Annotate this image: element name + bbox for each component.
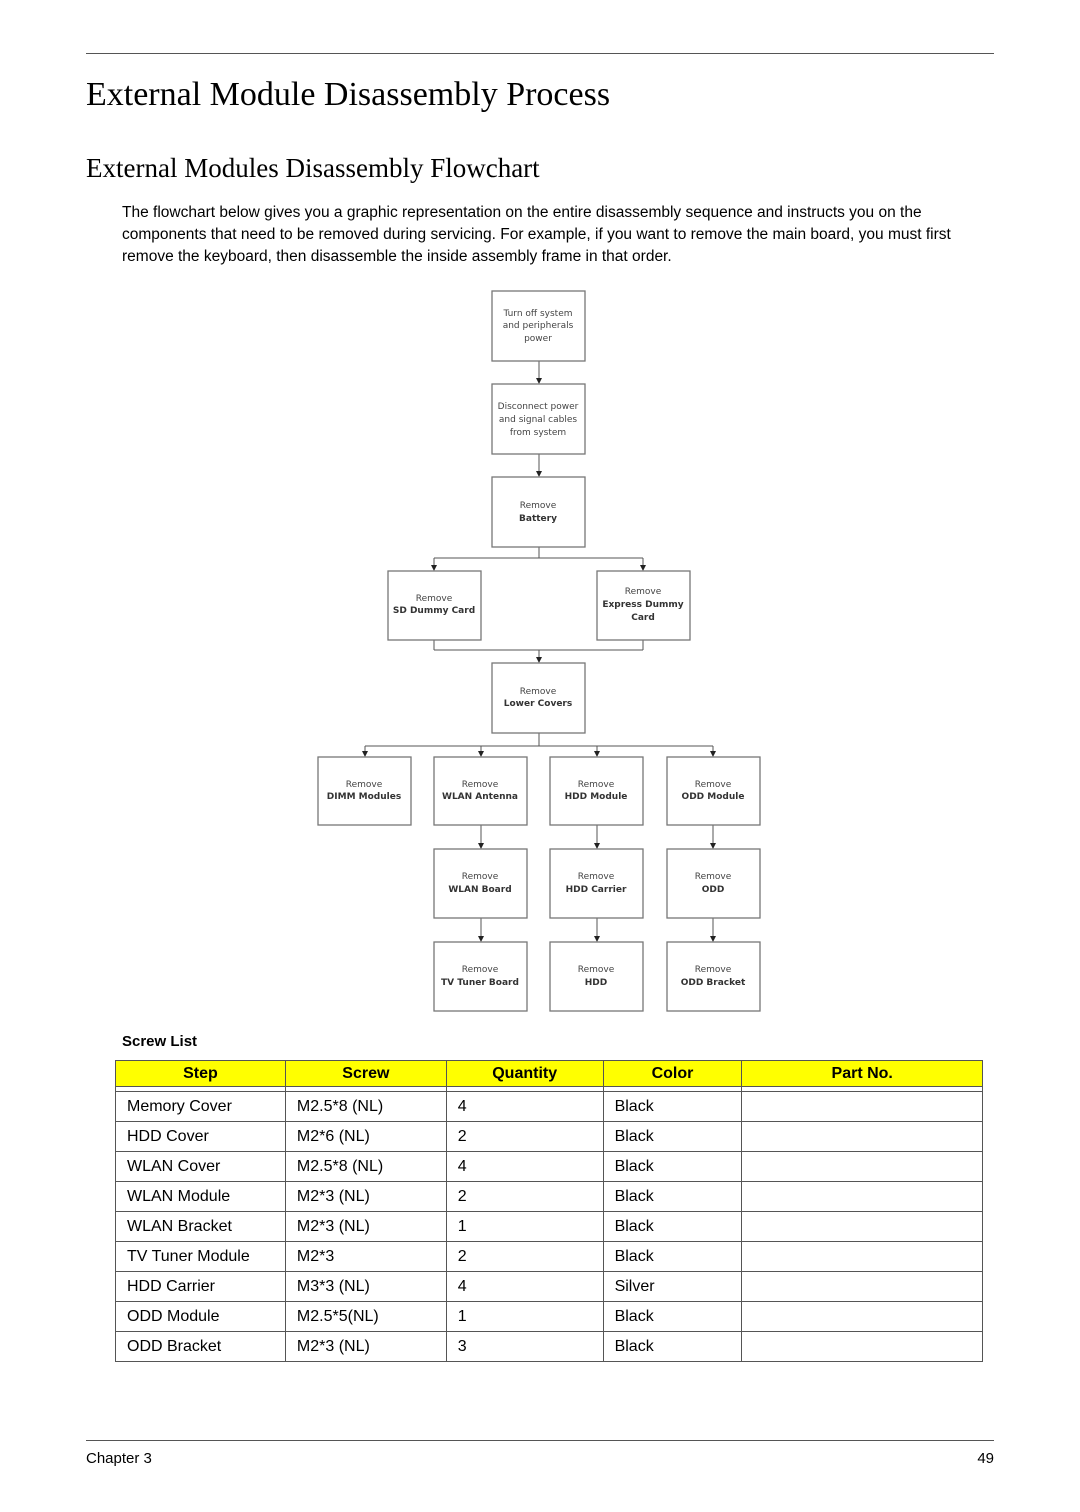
- svg-text:WLAN Antenna: WLAN Antenna: [442, 792, 518, 802]
- svg-text:Remove: Remove: [461, 965, 499, 975]
- svg-text:Remove: Remove: [461, 780, 499, 790]
- cell-step: Memory Cover: [116, 1092, 286, 1122]
- cell-step: HDD Carrier: [116, 1272, 286, 1302]
- svg-text:Express Dummy: Express Dummy: [602, 600, 684, 610]
- flow-box-hdd: [550, 942, 643, 1011]
- cell-screw: M2*3 (NL): [285, 1182, 446, 1212]
- svg-text:WLAN Board: WLAN Board: [448, 885, 512, 895]
- flow-box-hdd-carrier: [550, 849, 643, 918]
- flow-box-odd: [667, 849, 760, 918]
- intro-paragraph: The flowchart below gives you a graphic representation on the entire disassembly sequence and instructs you on the components that need to be removed during servicing. For example, if you want to remove the main board, you must first remove the keyboard, then disassemble the inside assembly frame in that order.: [122, 204, 951, 265]
- cell-color: Black: [603, 1182, 742, 1212]
- flow-box-battery: [492, 477, 585, 547]
- cell-quantity: 4: [446, 1092, 603, 1122]
- cell-part-no: [742, 1302, 983, 1332]
- svg-text:Lower Covers: Lower Covers: [503, 699, 573, 709]
- cell-part-no: [742, 1332, 983, 1362]
- cell-step: WLAN Cover: [116, 1152, 286, 1182]
- cell-screw: M2*3 (NL): [285, 1332, 446, 1362]
- cell-step: HDD Cover: [116, 1122, 286, 1152]
- flow-box-turn-off: [492, 291, 585, 361]
- table-row: [116, 1122, 983, 1152]
- svg-text:Remove: Remove: [415, 594, 453, 604]
- page-title: External Module Disassembly Process: [86, 76, 611, 113]
- cell-screw: M2*3 (NL): [285, 1212, 446, 1242]
- svg-text:HDD Module: HDD Module: [564, 792, 628, 802]
- cell-color: Black: [603, 1212, 742, 1242]
- flow-box-wlan-board: [434, 849, 527, 918]
- footer-page-number: 49: [977, 1450, 994, 1467]
- svg-text:Turn off system: Turn off system: [503, 309, 573, 319]
- cell-part-no: [742, 1092, 983, 1122]
- table-row: [116, 1302, 983, 1332]
- table-header-row: [116, 1061, 983, 1087]
- cell-quantity: 4: [446, 1272, 603, 1302]
- svg-text:DIMM Modules: DIMM Modules: [326, 792, 402, 802]
- cell-part-no: [742, 1212, 983, 1242]
- cell-step: ODD Module: [116, 1302, 286, 1332]
- cell-quantity: 3: [446, 1332, 603, 1362]
- svg-text:Disconnect power: Disconnect power: [497, 402, 579, 412]
- cell-part-no: [742, 1152, 983, 1182]
- svg-text:Remove: Remove: [519, 687, 557, 697]
- cell-screw: M2.5*8 (NL): [285, 1152, 446, 1182]
- cell-step: WLAN Module: [116, 1182, 286, 1212]
- cell-part-no: [742, 1122, 983, 1152]
- svg-text:ODD Bracket: ODD Bracket: [680, 978, 746, 988]
- table-row: [116, 1212, 983, 1242]
- svg-text:and signal cables: and signal cables: [498, 415, 578, 425]
- flow-box-lower-covers: [492, 663, 585, 733]
- table-body: [116, 1087, 983, 1362]
- svg-text:and peripherals: and peripherals: [502, 321, 574, 331]
- cell-color: Black: [603, 1122, 742, 1152]
- cell-quantity: 1: [446, 1212, 603, 1242]
- svg-text:HDD: HDD: [584, 978, 608, 988]
- cell-step: TV Tuner Module: [116, 1242, 286, 1272]
- screw-list-title: Screw List: [122, 1033, 198, 1050]
- svg-text:Remove: Remove: [461, 872, 499, 882]
- svg-text:Card: Card: [631, 613, 655, 623]
- cell-color: Black: [603, 1152, 742, 1182]
- cell-step: WLAN Bracket: [116, 1212, 286, 1242]
- table-row: [116, 1332, 983, 1362]
- cell-color: Black: [603, 1092, 742, 1122]
- flow-box-odd-module: [667, 757, 760, 825]
- cell-quantity: 2: [446, 1122, 603, 1152]
- table-row: [116, 1242, 983, 1272]
- svg-text:ODD: ODD: [701, 885, 725, 895]
- svg-text:Remove: Remove: [577, 872, 615, 882]
- svg-text:TV Tuner Board: TV Tuner Board: [441, 978, 519, 988]
- header-quantity: Quantity: [446, 1061, 603, 1087]
- svg-text:from system: from system: [509, 428, 567, 438]
- flow-box-wlan-antenna: [434, 757, 527, 825]
- svg-text:Remove: Remove: [694, 872, 732, 882]
- cell-screw: M3*3 (NL): [285, 1272, 446, 1302]
- cell-screw: M2.5*8 (NL): [285, 1092, 446, 1122]
- table-row: [116, 1152, 983, 1182]
- cell-screw: M2*3: [285, 1242, 446, 1272]
- svg-text:SD Dummy Card: SD Dummy Card: [392, 606, 476, 616]
- header-color: Color: [603, 1061, 742, 1087]
- svg-text:Battery: Battery: [519, 514, 557, 524]
- svg-text:Remove: Remove: [519, 501, 557, 511]
- svg-text:Remove: Remove: [694, 965, 732, 975]
- cell-quantity: 2: [446, 1182, 603, 1212]
- screw-list-table: [115, 1060, 983, 1362]
- header-part-no: Part No.: [742, 1061, 983, 1087]
- footer-chapter: Chapter 3: [86, 1450, 152, 1467]
- cell-screw: M2*6 (NL): [285, 1122, 446, 1152]
- header-screw: Screw: [285, 1061, 446, 1087]
- cell-part-no: [742, 1272, 983, 1302]
- cell-quantity: 2: [446, 1242, 603, 1272]
- cell-quantity: 1: [446, 1302, 603, 1332]
- flow-box-disconnect: [492, 384, 585, 454]
- flow-box-hdd-module: [550, 757, 643, 825]
- svg-text:HDD Carrier: HDD Carrier: [565, 885, 627, 895]
- header-step: Step: [116, 1061, 286, 1087]
- flow-box-odd-bracket: [667, 942, 760, 1011]
- table-row: [116, 1182, 983, 1212]
- cell-screw: M2.5*5(NL): [285, 1302, 446, 1332]
- flow-box-express-dummy-card: [597, 571, 690, 640]
- table-row: [116, 1272, 983, 1302]
- cell-color: Black: [603, 1302, 742, 1332]
- cell-color: Black: [603, 1242, 742, 1272]
- svg-text:ODD Module: ODD Module: [681, 792, 745, 802]
- cell-color: Black: [603, 1332, 742, 1362]
- footer-rule: [86, 1440, 994, 1441]
- svg-text:power: power: [524, 334, 552, 344]
- svg-text:Remove: Remove: [624, 587, 662, 597]
- svg-text:Remove: Remove: [694, 780, 732, 790]
- cell-color: Silver: [603, 1272, 742, 1302]
- cell-step: ODD Bracket: [116, 1332, 286, 1362]
- table-row: [116, 1092, 983, 1122]
- flow-box-dimm-modules: [318, 757, 411, 825]
- svg-text:Remove: Remove: [345, 780, 383, 790]
- svg-text:Remove: Remove: [577, 780, 615, 790]
- cell-quantity: 4: [446, 1152, 603, 1182]
- section-title: External Modules Disassembly Flowchart: [86, 153, 540, 183]
- flow-box-sd-dummy-card: [388, 571, 481, 640]
- svg-text:Remove: Remove: [577, 965, 615, 975]
- cell-part-no: [742, 1242, 983, 1272]
- flow-box-tv-tuner-board: [434, 942, 527, 1011]
- cell-part-no: [742, 1182, 983, 1212]
